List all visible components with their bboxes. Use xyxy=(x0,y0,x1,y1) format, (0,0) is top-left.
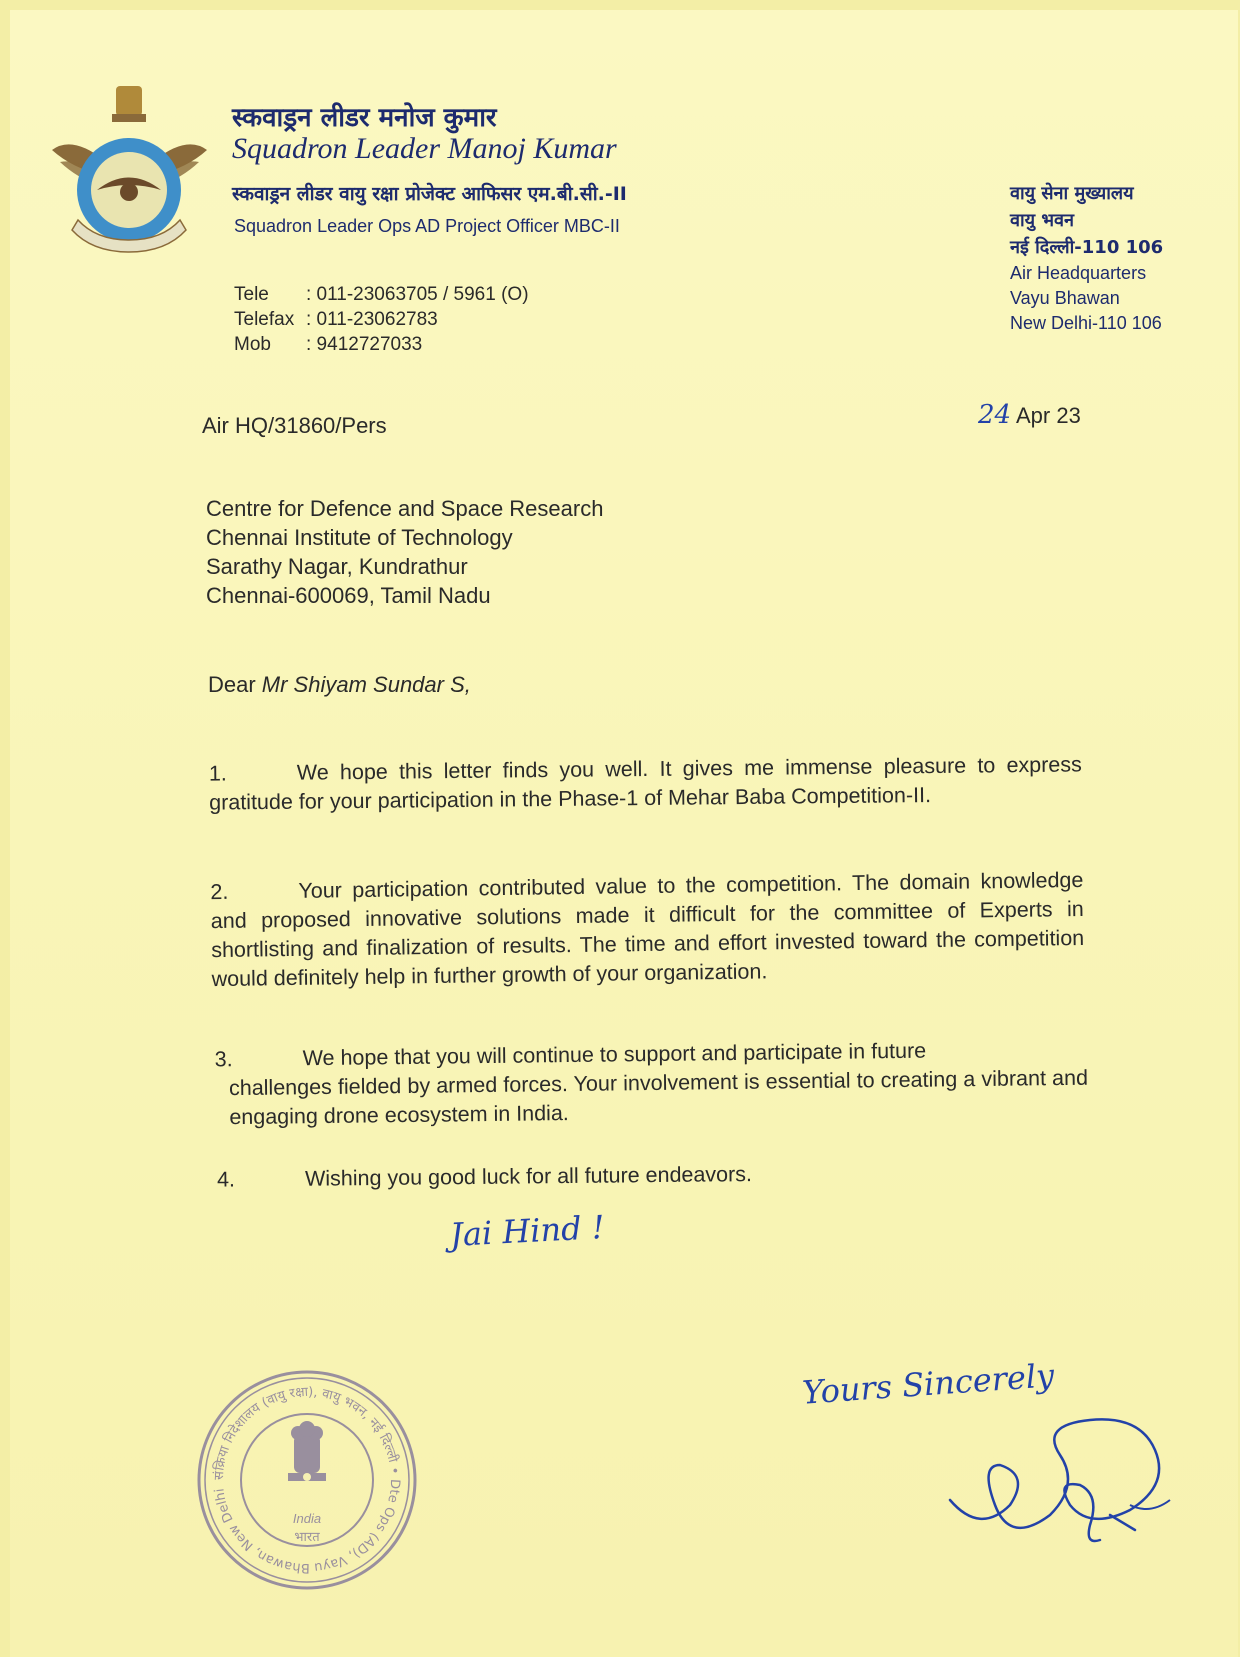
paragraph-3: 3. We hope that you will continue to support and participate in future challenges fielded by armed forces. Your involvement is essential to creating a vibrant and engaging drone ecosystem in India. xyxy=(214,1038,1089,1130)
hq-english-line: Air Headquarters xyxy=(1010,263,1147,283)
officer-name-english: Squadron Leader Manoj Kumar xyxy=(232,132,617,165)
hq-hindi-line: वायु भवन xyxy=(1010,210,1075,231)
handwritten-jai-hind: Jai Hind ! xyxy=(449,1207,606,1255)
contact-mobile: Mob : 9412727033 xyxy=(234,334,423,355)
address-line: Chennai Institute of Technology xyxy=(206,525,513,550)
official-stamp xyxy=(192,1365,422,1595)
seal-center-india: India xyxy=(292,1511,322,1526)
hq-address-block xyxy=(1010,180,1163,336)
salutation: Dear Mr Shiyam Sundar S, xyxy=(208,672,471,697)
address-line: Centre for Defence and Space Research xyxy=(206,496,604,521)
hq-hindi-line: वायु सेना मुख्यालय xyxy=(1010,183,1134,204)
hq-hindi-line: नई दिल्ली-110 106 xyxy=(1010,237,1164,258)
contact-tele: Tele : 011-23063705 / 5961 (O) xyxy=(234,284,529,305)
reference-number: Air HQ/31860/Pers xyxy=(202,413,387,438)
address-line: Sarathy Nagar, Kundrathur xyxy=(206,554,468,579)
designation-hindi: स्कवाड्रन लीडर वायु रक्षा प्रोजेक्ट आफिसर एम.बी.सी.-II xyxy=(232,183,627,205)
officer-name-hindi: स्कवाड्रन लीडर मनोज कुमार xyxy=(232,103,497,133)
contact-telefax: Telefax : 011-23062783 xyxy=(234,309,438,330)
letter-page xyxy=(10,10,1238,1657)
paragraph-2: 2. Your participation contributed value to the competition. The domain knowledge and proposed innovative solutions made it difficult for the committee of Experts in shortlisting and finalization of results. The time and effort invested toward the competition would definitely help in further growth of your organization. xyxy=(210,867,1085,992)
seal-center-bharat: भारत xyxy=(294,1530,320,1545)
seal-ring-text: संक्रिया निदेशालय (वायु रक्षा), वायु भवन, नई दिल्ली • Dte Ops (AD), Vayu Bhawan, New Delhi xyxy=(211,1384,403,1576)
signature xyxy=(940,1405,1190,1555)
address-line: Chennai-600069, Tamil Nadu xyxy=(206,583,491,608)
hq-english-line: Vayu Bhawan xyxy=(1010,288,1120,308)
ashoka-emblem-icon xyxy=(288,1421,326,1481)
designation-english: Squadron Leader Ops AD Project Officer MBC-II xyxy=(234,216,620,236)
paragraph-4: 4. Wishing you good luck for all future endeavors. xyxy=(216,1162,753,1192)
date-month-year: Apr 23 xyxy=(1016,403,1081,428)
hq-english-line: New Delhi-110 106 xyxy=(1010,313,1162,333)
recipient-name: Mr Shiyam Sundar S, xyxy=(261,672,471,697)
contact-block xyxy=(234,282,529,357)
letter-date xyxy=(978,400,1081,430)
handwritten-valediction: Yours Sincerely xyxy=(800,1356,1056,1412)
recipient-address xyxy=(206,494,603,610)
date-day: 24 xyxy=(978,400,1012,430)
iaf-emblem-icon xyxy=(42,80,217,265)
paragraph-1: 1. We hope this letter finds you well. It gives me immense pleasure to express gratitude for your participation in the Phase-1 of Mehar Baba Competition-II. xyxy=(208,752,1082,815)
